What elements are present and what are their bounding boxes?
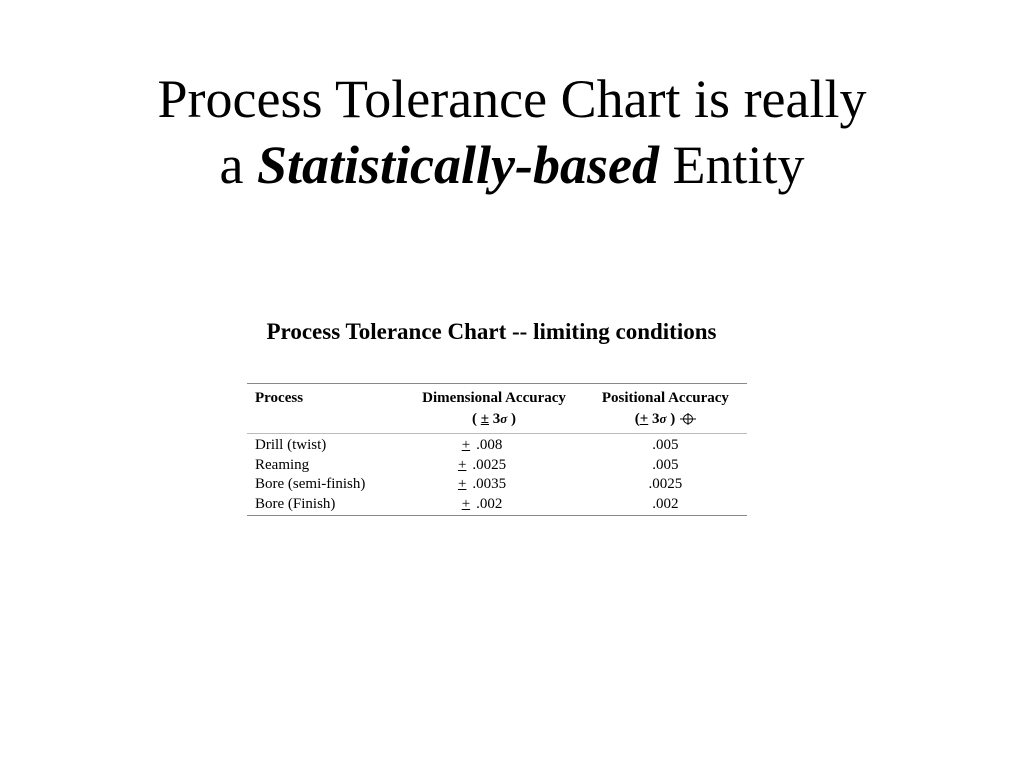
- cell-dimensional: [404, 456, 583, 476]
- paren-open: (: [472, 410, 478, 427]
- dimensional-value: .002: [476, 495, 503, 512]
- header-process: [247, 384, 404, 434]
- plus-minus-symbol: +: [639, 410, 649, 427]
- header-positional-sub: [635, 411, 696, 427]
- slide-title: [0, 66, 1024, 198]
- cell-positional: .005: [652, 456, 679, 473]
- cell-positional: .002: [584, 495, 747, 516]
- paren-open: (: [634, 410, 640, 427]
- three-label: 3: [652, 410, 660, 427]
- cell-process: Bore (Finish): [247, 495, 404, 516]
- cell-process: Bore (semi-finish): [255, 476, 366, 492]
- cell-process: Reaming: [255, 456, 310, 473]
- plus-minus-symbol: +: [457, 476, 467, 492]
- table-row: [247, 434, 747, 456]
- table-row: [247, 456, 747, 476]
- three-label: 3: [492, 410, 501, 427]
- header-dimensional-label: Dimensional Accuracy: [422, 390, 566, 406]
- plus-minus-symbol: +: [461, 437, 471, 453]
- sigma-symbol: σ: [500, 410, 508, 426]
- title-line-2-suffix: Entity: [672, 135, 805, 195]
- plus-minus-symbol: +: [457, 456, 467, 473]
- title-line-2-emphasis: Statistically-based: [257, 135, 659, 195]
- cell-dimensional: [404, 495, 583, 516]
- dimensional-value: .0025: [472, 456, 507, 473]
- cell-process: Drill (twist): [255, 437, 327, 453]
- plus-minus-symbol: +: [461, 495, 471, 512]
- dimensional-value: .008: [476, 437, 503, 453]
- table-header-row: [247, 384, 747, 434]
- cell-positional: .0025: [648, 476, 683, 492]
- header-process-label: Process: [255, 390, 304, 406]
- paren-close: ): [511, 410, 517, 427]
- sigma-symbol: σ: [659, 410, 667, 426]
- paren-close: ): [670, 410, 676, 427]
- true-position-icon: [680, 412, 696, 432]
- table-caption: Process Tolerance Chart -- limiting conditions: [266, 319, 717, 344]
- title-line-2-prefix: a: [219, 135, 244, 195]
- cell-dimensional: [404, 434, 583, 456]
- table-row: [247, 495, 747, 516]
- header-positional-label: Positional Accuracy: [601, 390, 729, 406]
- cell-positional: .005: [652, 437, 679, 453]
- table-row: [247, 475, 747, 495]
- cell-dimensional: [404, 475, 583, 495]
- dimensional-value: .0035: [472, 476, 507, 492]
- process-tolerance-table: [247, 383, 747, 516]
- header-positional-accuracy: [584, 384, 747, 434]
- title-line-1: Process Tolerance Chart is really: [157, 69, 867, 129]
- header-dimensional-accuracy: [404, 384, 583, 434]
- plus-minus-symbol: ±: [480, 410, 490, 427]
- header-dimensional-sub: [472, 411, 516, 427]
